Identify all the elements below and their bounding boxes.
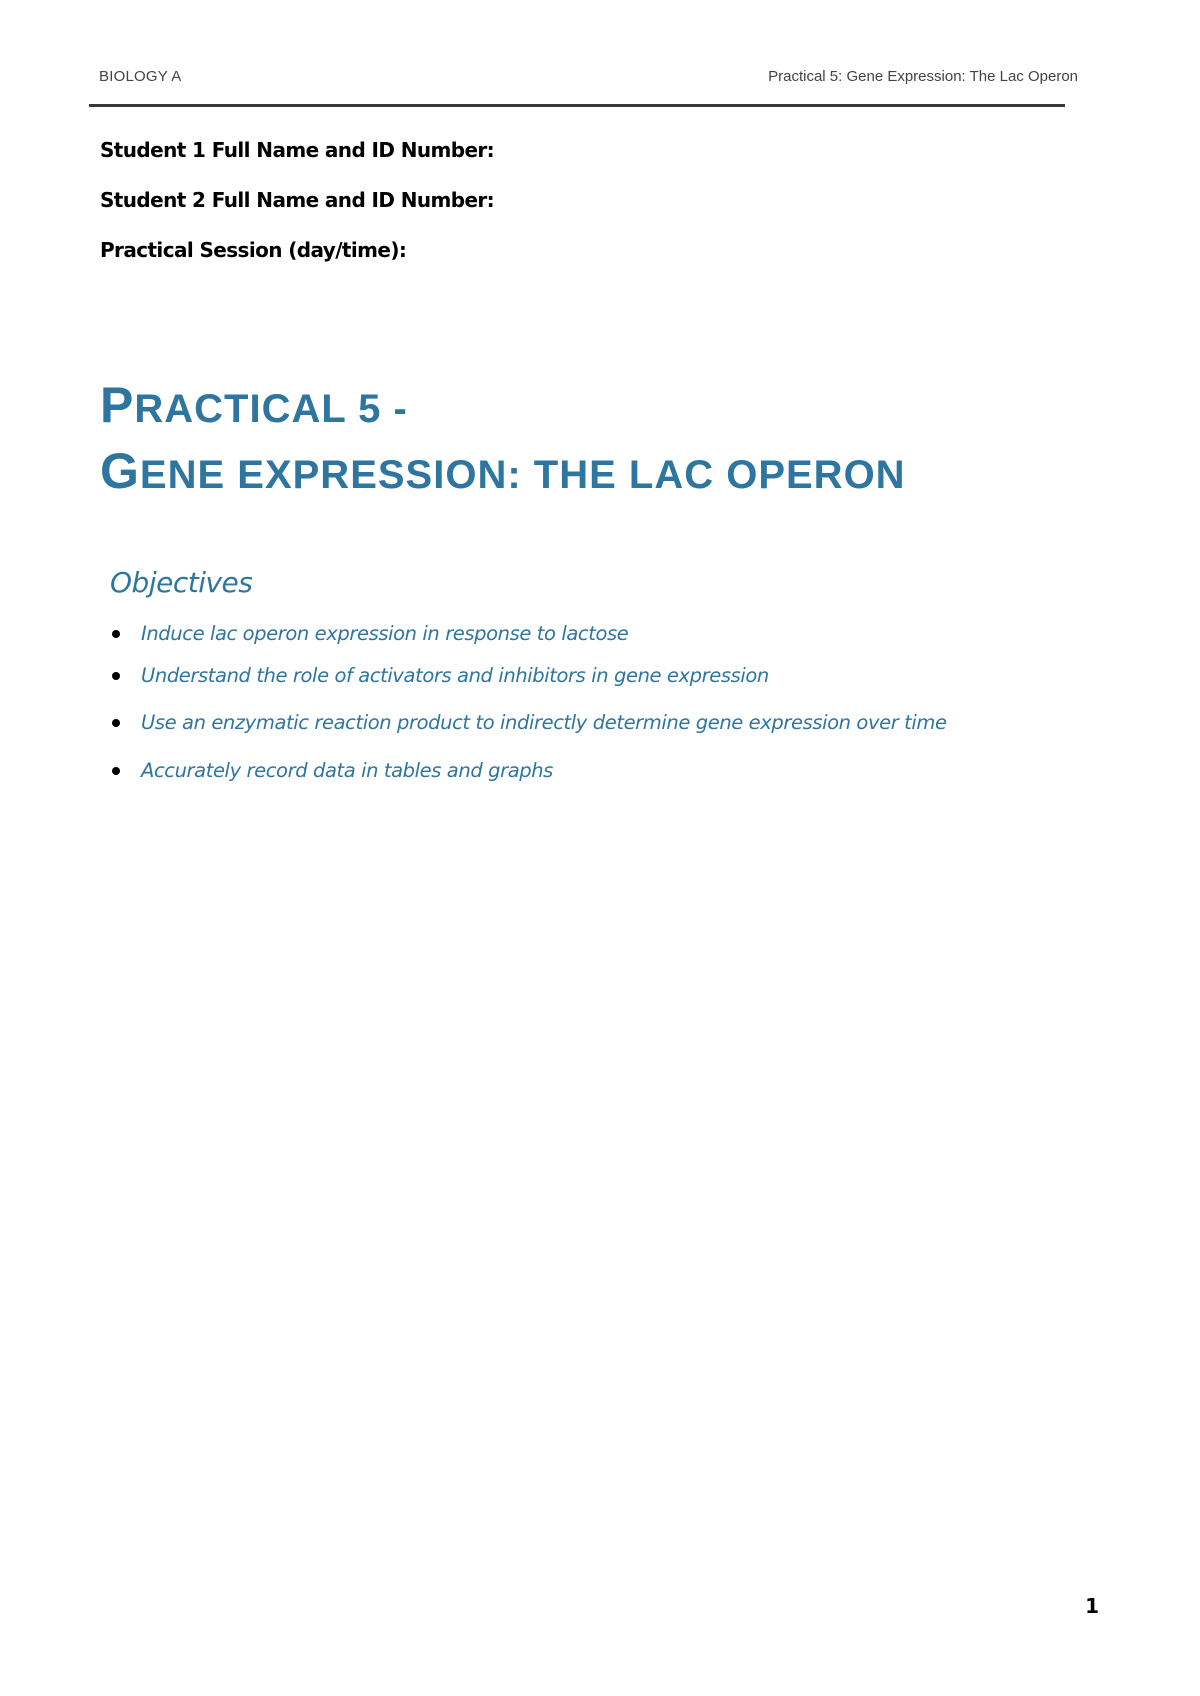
- objective-item: [110, 662, 947, 690]
- header-divider: [89, 104, 1065, 107]
- objective-item: [110, 620, 947, 648]
- student-info-fields: [100, 136, 494, 286]
- title-line-1: [100, 372, 906, 438]
- header-practical-title: Practical 5: Gene Expression: The Lac Operon: [768, 68, 1078, 85]
- title-line-2: [100, 438, 906, 504]
- title-line-2-rest: ENE EXPRESSION: THE LAC OPERON: [139, 453, 906, 497]
- objective-text: Understand the role of activators and inhibitors in gene expression: [141, 664, 769, 687]
- page-number: 1: [1085, 1594, 1099, 1618]
- page-title: [100, 372, 906, 504]
- objective-item: [110, 757, 947, 785]
- title-line-1-initial: P: [100, 377, 135, 433]
- practical-session-field-label: Practical Session (day/time):: [100, 238, 407, 262]
- objective-item: [110, 709, 947, 737]
- student-1-field-label: Student 1 Full Name and ID Number:: [100, 138, 495, 162]
- student-2-field-label: Student 2 Full Name and ID Number:: [100, 188, 495, 212]
- objective-text: Use an enzymatic reaction product to indirectly determine gene expression over time: [141, 711, 947, 734]
- bullet-icon: [112, 672, 120, 680]
- bullet-icon: [112, 767, 120, 775]
- title-line-2-initial: G: [100, 443, 140, 499]
- title-line-1-rest: RACTICAL 5 -: [134, 387, 408, 431]
- bullet-icon: [112, 719, 120, 727]
- header-course-label: BIOLOGY A: [99, 68, 182, 85]
- objectives-heading: Objectives: [110, 566, 253, 599]
- bullet-icon: [112, 630, 120, 638]
- objectives-list: [110, 620, 947, 785]
- objective-text: Induce lac operon expression in response to lactose: [141, 622, 629, 645]
- objective-text: Accurately record data in tables and graphs: [141, 759, 553, 782]
